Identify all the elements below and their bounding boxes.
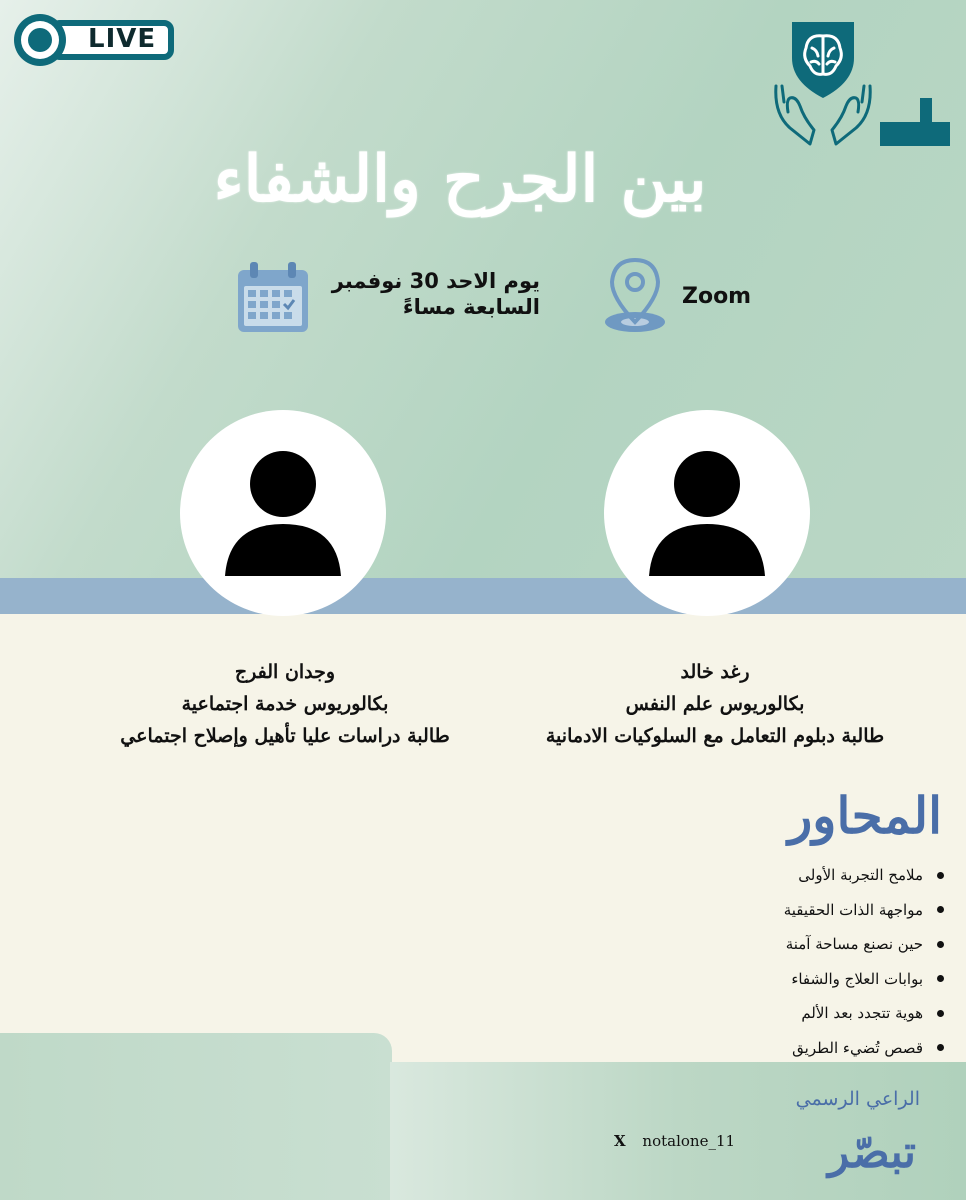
list-item [544, 893, 944, 928]
calendar-icon [236, 260, 310, 334]
event-date [318, 268, 540, 320]
divider-band [0, 578, 966, 614]
list-item-label: ملامح التجربة الأولى [798, 866, 923, 885]
axes-list [544, 858, 944, 1065]
bullet-icon [937, 1010, 944, 1017]
list-item [544, 927, 944, 962]
bullet-icon [937, 975, 944, 982]
speaker-avatar-left [180, 410, 386, 616]
footer-left-panel [0, 1033, 392, 1200]
speaker-card-1 [500, 656, 930, 752]
speaker-name: وجدان الفرج [234, 661, 336, 683]
list-item [544, 962, 944, 997]
list-item-label: بوابات العلاج والشفاء [791, 969, 923, 988]
speaker-degree: بكالوريوس خدمة اجتماعية [181, 693, 389, 715]
speaker-card-2 [60, 656, 510, 752]
live-label: LIVE [88, 24, 157, 54]
speaker-note: طالبة دبلوم التعامل مع السلوكيات الادمانية [545, 725, 885, 747]
brand-logo [770, 18, 954, 154]
handle-text: notalone_11 [642, 1132, 736, 1150]
location-pin-icon [604, 258, 666, 334]
sponsor-logo: تبصّر [828, 1127, 916, 1178]
list-item-label: حين نصنع مساحة آمنة [785, 935, 923, 954]
list-item-label: مواجهة الذات الحقيقية [783, 900, 923, 919]
person-icon [649, 450, 765, 576]
axes-title: المحاور [788, 786, 942, 845]
bullet-icon [937, 872, 944, 879]
bullet-icon [937, 906, 944, 913]
speaker-name: رغد خالد [680, 661, 750, 683]
list-item-label: هوية تتجدد بعد الألم [801, 1004, 923, 1023]
list-item [544, 996, 944, 1031]
person-icon [225, 450, 341, 576]
event-location: Zoom [682, 284, 752, 309]
list-item-label: قصص تُضيء الطريق [792, 1038, 923, 1057]
bullet-icon [937, 941, 944, 948]
speaker-note: طالبة دراسات عليا تأهيل وإصلاح اجتماعي [120, 725, 450, 747]
list-item [544, 1031, 944, 1066]
list-item [544, 858, 944, 893]
event-date-line2: السابعة مساءً [402, 295, 540, 319]
speaker-degree: بكالوريوس علم النفس [625, 693, 805, 715]
social-handle[interactable] [614, 1132, 735, 1150]
event-date-line1: يوم الاحد 30 نوفمبر [331, 269, 540, 293]
brain-hands-icon [770, 18, 954, 154]
sponsor-label: الراعي الرسمي [795, 1088, 920, 1110]
event-title: بين الجرح والشفاء [213, 142, 707, 217]
live-badge [14, 14, 176, 66]
x-logo-icon: X [614, 1132, 626, 1150]
bullet-icon [937, 1044, 944, 1051]
live-dot-icon [28, 28, 52, 52]
speaker-avatar-right [604, 410, 810, 616]
